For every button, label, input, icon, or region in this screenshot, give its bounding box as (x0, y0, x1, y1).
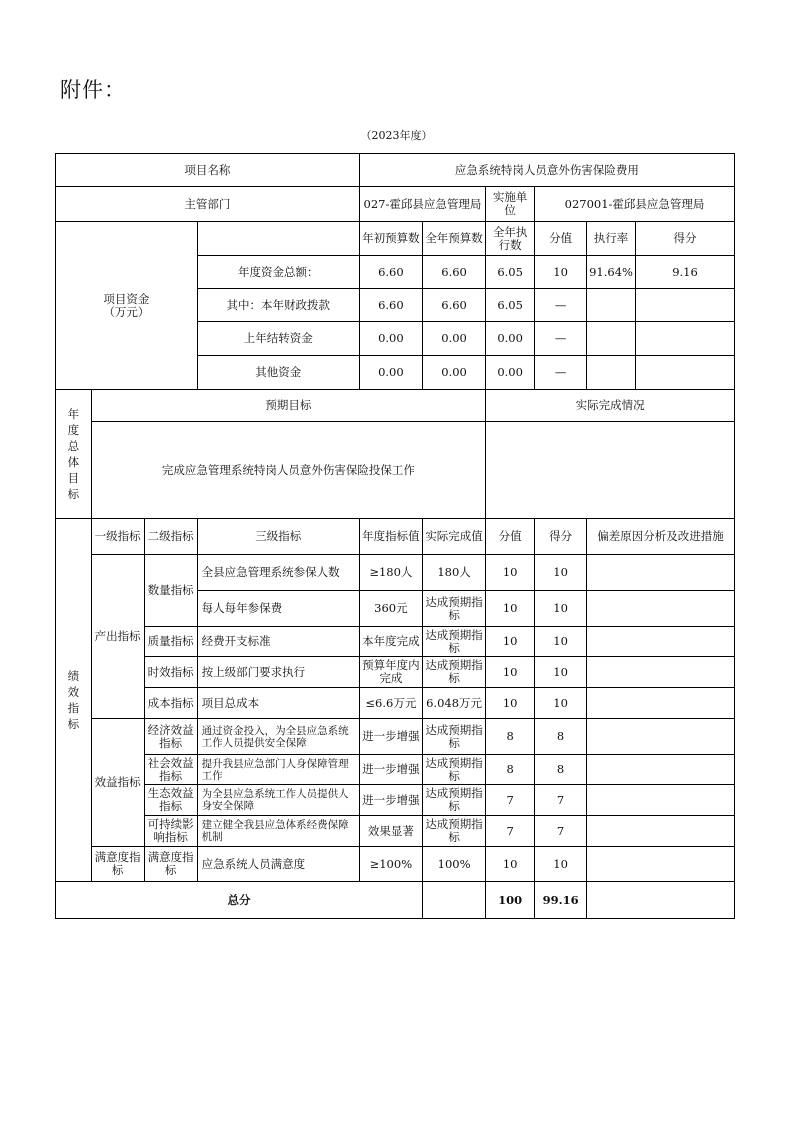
header-actual: 实际完成值 (422, 519, 485, 555)
unit-label: 实施单位 (486, 187, 535, 222)
indicator-level3: 通过资金投入，为全县应急系统工作人员提供安全保障 (197, 719, 359, 755)
project-name-label: 项目名称 (56, 154, 360, 187)
indicator-actual: 180人 (422, 555, 485, 591)
indicator-score-value: 10 (486, 627, 535, 657)
indicator-analysis (587, 719, 735, 755)
indicator-level3: 项目总成本 (197, 688, 359, 719)
funds-row-score: 9.16 (636, 256, 735, 289)
funds-row-executed: 0.00 (486, 322, 535, 356)
indicator-target: 进一步增强 (359, 755, 422, 785)
funds-row-annual: 6.60 (422, 289, 485, 322)
indicator-analysis (587, 591, 735, 627)
indicator-target: 360元 (359, 591, 422, 627)
goals-label (56, 390, 92, 519)
performance-evaluation-table (55, 153, 735, 919)
funds-row-label: 上年结转资金 (197, 322, 359, 356)
unit-value: 027001-霍邱县应急管理局 (535, 187, 735, 222)
satisfaction-indicator-label: 满意度指标 (91, 847, 144, 882)
performance-label-char: 指 (67, 701, 80, 715)
indicator-score: 10 (535, 555, 587, 591)
funds-row-rate (587, 322, 636, 356)
attachment-label: 附件： (60, 78, 126, 102)
header-score: 得分 (535, 519, 587, 555)
project-name-value: 应急系统特岗人员意外伤害保险费用 (359, 154, 734, 187)
funds-row-initial: 6.60 (359, 289, 422, 322)
funds-label-line1: 项目资金 (103, 291, 150, 306)
funds-header-executed: 全年执行数 (486, 222, 535, 256)
indicator-score: 8 (535, 719, 587, 755)
header-level1: 一级指标 (91, 519, 144, 555)
indicator-level3: 经费开支标准 (197, 627, 359, 657)
funds-header-initial: 年初预算数 (359, 222, 422, 256)
goals-label-char: 目 (67, 471, 80, 485)
funds-header-annual: 全年预算数 (422, 222, 485, 256)
indicator-actual: 达成预期指标 (422, 785, 485, 816)
indicator-analysis (587, 816, 735, 847)
total-score: 99.16 (535, 882, 587, 919)
funds-row-annual: 0.00 (422, 356, 485, 390)
funds-header-score-value: 分值 (535, 222, 587, 256)
indicator-actual: 6.048万元 (422, 688, 485, 719)
performance-label (56, 519, 92, 882)
indicator-score: 10 (535, 627, 587, 657)
funds-label (56, 222, 198, 390)
quantity-indicator-label: 数量指标 (144, 555, 197, 627)
indicator-score-value: 8 (486, 755, 535, 785)
indicator-level2: 经济效益指标 (144, 719, 197, 755)
indicator-actual: 达成预期指标 (422, 755, 485, 785)
indicator-analysis (587, 755, 735, 785)
header-analysis: 偏差原因分析及改进措施 (587, 519, 735, 555)
indicator-target: ≥100% (359, 847, 422, 882)
indicator-actual: 100% (422, 847, 485, 882)
performance-label-char: 标 (67, 717, 80, 731)
indicator-actual: 达成预期指标 (422, 591, 485, 627)
indicator-score-value: 7 (486, 785, 535, 816)
indicator-level3: 每人每年参保费 (197, 591, 359, 627)
funds-row-label: 其他资金 (197, 356, 359, 390)
indicator-target: ≥180人 (359, 555, 422, 591)
indicator-level2: 生态效益指标 (144, 785, 197, 816)
indicator-level3: 应急系统人员满意度 (197, 847, 359, 882)
indicator-level2: 成本指标 (144, 688, 197, 719)
indicator-score-value: 8 (486, 719, 535, 755)
actual-goal-header: 实际完成情况 (486, 390, 735, 422)
indicator-analysis (587, 785, 735, 816)
indicator-level2: 时效指标 (144, 657, 197, 688)
indicator-score: 10 (535, 591, 587, 627)
indicator-actual: 达成预期指标 (422, 816, 485, 847)
indicator-target: 预算年度内完成 (359, 657, 422, 688)
funds-row-executed: 6.05 (486, 256, 535, 289)
indicator-level2: 可持续影响指标 (144, 816, 197, 847)
indicator-level2: 社会效益指标 (144, 755, 197, 785)
goals-label-char: 度 (67, 423, 80, 437)
indicator-analysis (587, 627, 735, 657)
indicator-analysis (587, 847, 735, 882)
funds-row-initial: 0.00 (359, 322, 422, 356)
funds-row-initial: 0.00 (359, 356, 422, 390)
performance-label-char: 效 (67, 685, 80, 699)
funds-row-rate: 91.64% (587, 256, 636, 289)
benefit-indicator-label: 效益指标 (91, 719, 144, 847)
indicator-actual: 达成预期指标 (422, 719, 485, 755)
indicator-level2: 质量指标 (144, 627, 197, 657)
funds-row-annual: 0.00 (422, 322, 485, 356)
goals-label-char: 体 (67, 455, 80, 469)
total-blank (422, 882, 485, 919)
expected-goal-header: 预期目标 (91, 390, 486, 422)
indicator-actual: 达成预期指标 (422, 627, 485, 657)
indicator-level3: 为全县应急系统工作人员提供人身安全保障 (197, 785, 359, 816)
funds-row-annual: 6.60 (422, 256, 485, 289)
funds-row-score (636, 356, 735, 390)
funds-header-rate: 执行率 (587, 222, 636, 256)
header-target: 年度指标值 (359, 519, 422, 555)
funds-row-score-value: — (535, 356, 587, 390)
funds-header-score: 得分 (636, 222, 735, 256)
goals-label-char: 标 (67, 487, 80, 501)
indicator-score-value: 10 (486, 555, 535, 591)
year-label: （2023年度） (360, 129, 433, 142)
output-indicator-label: 产出指标 (91, 555, 144, 719)
indicator-analysis (587, 555, 735, 591)
indicator-target: ≤6.6万元 (359, 688, 422, 719)
indicator-level3: 按上级部门要求执行 (197, 657, 359, 688)
indicator-target: 本年度完成 (359, 627, 422, 657)
indicator-score-value: 10 (486, 847, 535, 882)
indicator-target: 效果显著 (359, 816, 422, 847)
expected-goal-text: 完成应急管理系统特岗人员意外伤害保险投保工作 (91, 422, 486, 519)
indicator-score: 7 (535, 816, 587, 847)
funds-row-score (636, 322, 735, 356)
header-level2: 二级指标 (144, 519, 197, 555)
indicator-score-value: 10 (486, 657, 535, 688)
indicator-score-value: 10 (486, 591, 535, 627)
funds-row-score-value: — (535, 322, 587, 356)
performance-label-char: 绩 (67, 669, 80, 683)
funds-row-initial: 6.60 (359, 256, 422, 289)
indicator-score: 10 (535, 688, 587, 719)
total-label: 总分 (56, 882, 423, 919)
indicator-score: 10 (535, 657, 587, 688)
dept-value: 027-霍邱县应急管理局 (359, 187, 485, 222)
indicator-target: 进一步增强 (359, 785, 422, 816)
indicator-score: 10 (535, 847, 587, 882)
actual-goal-text (486, 422, 735, 519)
indicator-actual: 达成预期指标 (422, 657, 485, 688)
dept-label: 主管部门 (56, 187, 360, 222)
funds-header-blank (197, 222, 359, 256)
funds-row-score-value: — (535, 289, 587, 322)
funds-row-score-value: 10 (535, 256, 587, 289)
indicator-level3: 全县应急管理系统参保人数 (197, 555, 359, 591)
indicator-level3: 提升我县应急部门人身保障管理工作 (197, 755, 359, 785)
funds-row-score (636, 289, 735, 322)
indicator-analysis (587, 688, 735, 719)
funds-row-rate (587, 356, 636, 390)
funds-row-label: 年度资金总额： (197, 256, 359, 289)
funds-row-executed: 6.05 (486, 289, 535, 322)
funds-row-label: 其中：本年财政拨款 (197, 289, 359, 322)
goals-label-char: 年 (67, 407, 80, 421)
indicator-level2: 满意度指标 (144, 847, 197, 882)
funds-label-line2: （万元） (103, 304, 150, 319)
indicator-level3: 建立健全我县应急体系经费保障机制 (197, 816, 359, 847)
indicator-analysis (587, 657, 735, 688)
indicator-score: 7 (535, 785, 587, 816)
header-score-value: 分值 (486, 519, 535, 555)
funds-row-rate (587, 289, 636, 322)
indicator-score-value: 10 (486, 688, 535, 719)
funds-row-executed: 0.00 (486, 356, 535, 390)
goals-label-char: 总 (67, 439, 80, 453)
total-analysis (587, 882, 735, 919)
indicator-target: 进一步增强 (359, 719, 422, 755)
header-level3: 三级指标 (197, 519, 359, 555)
indicator-score-value: 7 (486, 816, 535, 847)
indicator-score: 8 (535, 755, 587, 785)
total-score-value: 100 (486, 882, 535, 919)
